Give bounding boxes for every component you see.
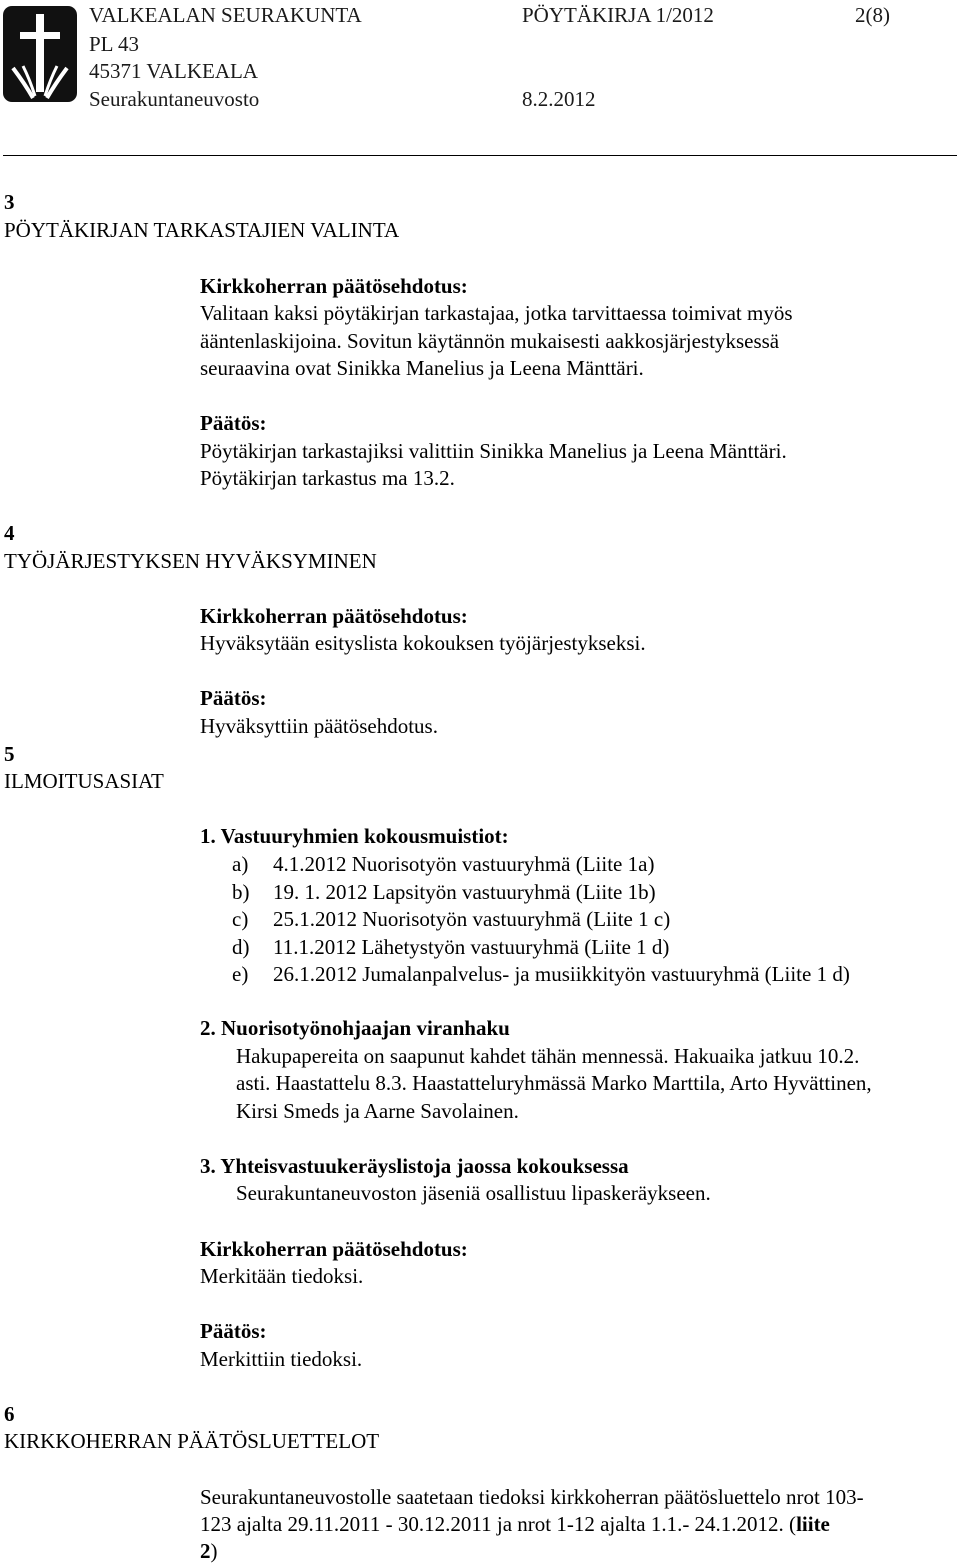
section-6-text-line-3: [200, 1538, 218, 1566]
address-line-2: 45371 VALKEALA: [89, 59, 258, 83]
section-5-item-2-heading: 2. Nuorisotyönohjaajan viranhaku: [200, 1016, 510, 1040]
section-3-proposal-line-2: ääntenlaskijoina. Sovitun käytännön mukaisesti aakkosjärjestyksessä: [200, 329, 780, 353]
section-4-proposal-text: Hyväksytään esityslista kokouksen työjärjestykseksi.: [200, 631, 646, 655]
section-6-text-line-2: [200, 1511, 830, 1539]
section-5-item-2-line-1: Hakupapereita on saapunut kahdet tähän mennessä. Hakuaika jatkuu 10.2.: [236, 1044, 860, 1068]
section-6-line-2-text: 123 ajalta 29.11.2011 - 30.12.2011 ja nrot 1-12 ajalta 1.1.- 24.1.2012. (: [200, 1512, 797, 1536]
section-3-title: PÖYTÄKIRJAN TARKASTAJIEN VALINTA: [4, 218, 400, 242]
list-item: [232, 879, 850, 907]
list-item-text: 19. 1. 2012 Lapsityön vastuuryhmä (Liite 1b): [273, 879, 656, 904]
list-item-label: d): [232, 934, 250, 959]
section-3-decision-line-2: Pöytäkirjan tarkastus ma 13.2.: [200, 466, 455, 490]
section-6-title: KIRKKOHERRAN PÄÄTÖSLUETTELOT: [4, 1429, 380, 1453]
section-3-proposal-line-1: Valitaan kaksi pöytäkirjan tarkastajaa, jotka tarvittaessa toimivat myös: [200, 301, 793, 325]
section-6-line-3-rest: ): [210, 1539, 218, 1563]
section-5-number: 5: [4, 742, 15, 766]
section-4-proposal-label: Kirkkoherran päätösehdotus:: [200, 604, 468, 628]
section-5-proposal-label: Kirkkoherran päätösehdotus:: [200, 1237, 468, 1261]
section-5-decision-label: Päätös:: [200, 1319, 267, 1343]
list-item-text: 4.1.2012 Nuorisotyön vastuuryhmä (Liite 1a): [273, 852, 655, 876]
section-5-item-1-heading: 1. Vastuuryhmien kokousmuistiot:: [200, 824, 509, 848]
document-type: PÖYTÄKIRJA 1/2012: [522, 3, 714, 27]
list-item: [232, 851, 850, 879]
section-5-item-2-line-3: Kirsi Smeds ja Aarne Savolainen.: [236, 1099, 519, 1123]
section-5-title: ILMOITUSASIAT: [4, 769, 164, 793]
section-3-number: 3: [4, 190, 15, 214]
section-6-line-3-bold: 2: [200, 1539, 211, 1563]
list-item-label: e): [232, 962, 249, 986]
section-5-item-3-text: Seurakuntaneuvoston jäseniä osallistuu lipaskeräykseen.: [236, 1181, 711, 1205]
list-item: [232, 934, 850, 962]
list-item-label: c): [232, 907, 249, 931]
address-line-1: PL 43: [89, 32, 139, 56]
section-4-title: TYÖJÄRJESTYKSEN HYVÄKSYMINEN: [4, 549, 377, 573]
list-item-label: b): [232, 879, 250, 904]
section-3-decision-label: Päätös:: [200, 411, 267, 435]
section-4-decision-label: Päätös:: [200, 686, 267, 710]
section-5-item-1-list: [232, 851, 850, 989]
list-item: [232, 906, 850, 934]
section-6-text-line-1: Seurakuntaneuvostolle saatetaan tiedoksi kirkkoherran päätösluettelo nrot 103-: [200, 1485, 864, 1509]
org-name: VALKEALAN SEURAKUNTA: [89, 3, 362, 27]
meeting-date: 8.2.2012: [522, 87, 596, 111]
section-3-proposal-label: Kirkkoherran päätösehdotus:: [200, 274, 468, 298]
list-item-text: 26.1.2012 Jumalanpalvelus- ja musiikkityön vastuuryhmä (Liite 1 d): [273, 962, 850, 986]
page-number: 2(8): [855, 3, 890, 27]
section-4-number: 4: [4, 521, 15, 545]
section-4-decision-text: Hyväksyttiin päätösehdotus.: [200, 714, 438, 738]
section-5-item-3-heading: 3. Yhteisvastuukeräyslistoja jaossa kokouksessa: [200, 1154, 629, 1178]
list-item: [232, 961, 850, 989]
body-name: Seurakuntaneuvosto: [89, 87, 260, 111]
list-item-text: 11.1.2012 Lähetystyön vastuuryhmä (Liite 1 d): [273, 934, 670, 959]
section-5-item-2-line-2: asti. Haastattelu 8.3. Haastatteluryhmässä Marko Marttila, Arto Hyvättinen,: [236, 1071, 872, 1095]
section-6-number: 6: [4, 1402, 15, 1426]
section-5-decision-text: Merkittiin tiedoksi.: [200, 1347, 363, 1371]
header-divider: [3, 155, 957, 156]
list-item-label: a): [232, 852, 249, 876]
church-cross-logo-icon: [3, 6, 77, 102]
section-6-line-2-bold: liite: [796, 1512, 830, 1536]
section-3-proposal-line-3: seuraavina ovat Sinikka Manelius ja Leena Mänttäri.: [200, 356, 644, 380]
section-3-decision-line-1: Pöytäkirjan tarkastajiksi valittiin Sinikka Manelius ja Leena Mänttäri.: [200, 439, 787, 463]
section-5-proposal-text: Merkitään tiedoksi.: [200, 1264, 364, 1288]
list-item-text: 25.1.2012 Nuorisotyön vastuuryhmä (Liite 1 c): [273, 907, 671, 931]
